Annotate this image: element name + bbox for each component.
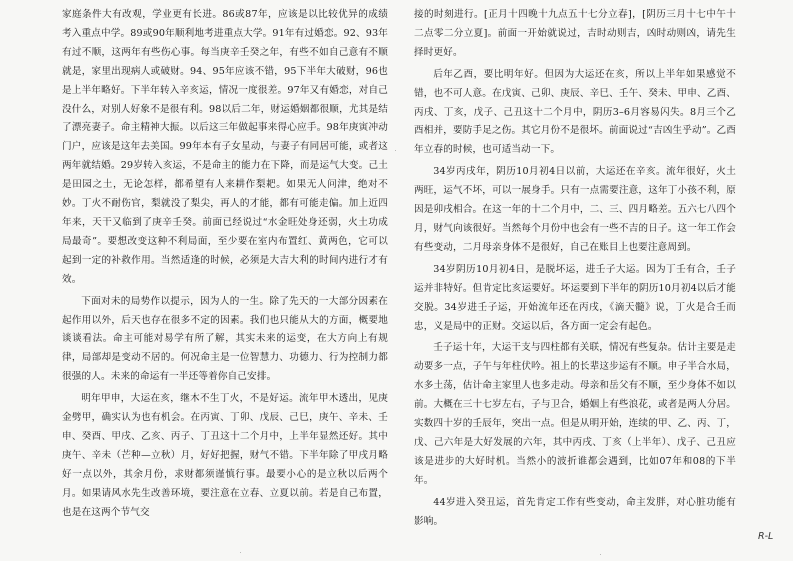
right-paragraph-3: 34岁丙戌年，阴历10月初4日以前，大运还在辛亥。流年很好，火土两旺，运气不坏，可以一展身手。只有一点需要注意，这年丁小孩不利，原因是卯戌相合。在这一年的十二个月中，二、三、四月略差。五六七八四个月，财气向该很好。当然每个月份中也会有一些不吉的日子。这一年工作会有些变动，二月母亲身体不是很好，自己在账目上也要注意周到。 [414,166,736,253]
left-paragraph-2: 下面对未的局势作以提示，因为人的一生。除了先天的一大部分因素在起作用以外，后天也存在很多不定的因素。我们也只能从大的方面，概要地谈谈看法。命主可能对易学有所了解，其实未来的运变，在大方向上有规律，局部却是变动不居的。何况命主是一位智慧力、功德力、行为控制力都很强的人。未来的命运有一半还等着你自己安排。 [62,295,388,383]
right-paragraph-2: 后年乙酉，要比明年好。但因为大运还在亥，所以上半年如果感觉不错，也不可人意。在戊寅、己卯、庚辰、辛巳、壬午、癸未、甲申、乙酉、丙戌、丁亥，戊子、己丑这十二个月中，阴历3–6月容易闪失。8月三个乙酉相并，要防手足之伤。其它月份不是很坏。前面说过“吉凶生乎动”。乙酉年立春的时候，也可适当动一下。 [414,68,736,156]
right-paragraph-6: 44岁进入癸丑运，首先肯定工作有些变动，命主发胖，对心脏功能有影响。 [414,496,736,527]
right-column [414,6,736,531]
left-paragraph-3: 明年甲申，大运在亥，继木不生丁火，不是好运。流年甲木透出，见庚金劈甲，确实认为也有机会。在丙寅、丁卯、戊辰、己巳，庚午、辛未、壬申、癸酉、甲戌、乙亥、丙子、丁丑这十二个月中，上半年显然还好。其中庚午、辛未（芒种—立秋）月，好好把握，财气不错。下半年除了甲戌月略好一点以外，其余月份，求财都须谨慎行事。最要小心的是立秋以后两个月。如果请风水先生改善环境，要注意在立春、立夏以前。若是自己布置，也是在这两个节气交 [62,393,388,518]
right-paragraph-4: 34岁阴历10月初4日，是脱坏运，进壬子大运。因为丁壬有合，壬子运并非特好。但肯定比亥运要好。坏运要到下半年的阴历10月初4以后才能交脱。34岁进壬子运，开始流年还在丙戌，《滴天髓》说，丁火是合壬而忠，义是局中的正财。交运以后，各方面一定会有起色。 [414,263,736,332]
right-paragraph-1: 接的时刻进行。[正月十四晚十九点五十七分立春]，[阴历三月十七中午十二点零二分立夏]。前面一开始就说过，吉时动则吉，凶时动则凶，请先生择时更好。 [414,9,736,58]
left-paragraph-1: 家庭条件大有改观，学业更有长进。86或87年，应该是以比较优异的成绩考入重点中学。89或90年顺利地考进重点大学。91年有过婚恋。92、93年有过不顺，这两年有些伤心事。每当庚辛壬癸之年，有些不如自己意有不顺就是，家里出现病人或破财。94、95年应该不错，95下半年大破财，96也是上半年略好。下半年转入辛亥运，情况一度很差。97年又有婚恋，对自己没什么，对别人好象不是很有利。98以后二年，财运婚姻都很顺，尤其是结了漂亮妻子。命主精神大振。以后这三年做起事来得心应手。98年庚寅冲动门户，应该是这年去美国。99年本有子女星动，与妻子有同居可能，或者这两年就结婚。29岁转入亥运，不是命主的能力在下降，而是运气大变。己土是田园之土，无论怎样，都希望有人来耕作梨耙。如果无人问津，绝对不妙。丁火不耐伤官，梨就没了梨尖，再人的才能，都有可能走偏。加上近四年来，天干又临到了庚辛壬癸。前面已经说过“水金旺处身还弱，火土功成局最奇”。要想改变这种不利局面，至少要在室内布置红、黄两色，它可以起到一定的补救作用。当然适逢的时候，必须是大吉大利的时间内进行才有效。 [62,9,388,285]
scan-speck [395,150,396,151]
page-number-mark: R-L [758,531,774,542]
scan-speck [240,552,241,553]
right-paragraph-5: 壬子运十年，大运干支与四柱都有关联，情况有些复杂。估计主要是走动要多一点，子午与年柱伏吟。祖上的长辈这步运有不顺。申子半合水局，水多土荡，估计命主家里人也多走动。母亲和岳父有不顺，至少身体不如以前。大概在三十七岁左右，子与卫合，婚姻上有些浪花，或者是两人分居。实数四十岁的壬辰年，突出一点。但是从明开始，连续的甲、乙、丙、丁，戊、己六年是大好发展的六年，其中丙戌、丁亥（上半年）、戊子、己丑应该是进步的大好时机。当然小的波折谁都会遇到，比如07年和08的下半年。 [414,342,736,486]
left-column [62,6,388,522]
scan-speck [600,554,601,555]
